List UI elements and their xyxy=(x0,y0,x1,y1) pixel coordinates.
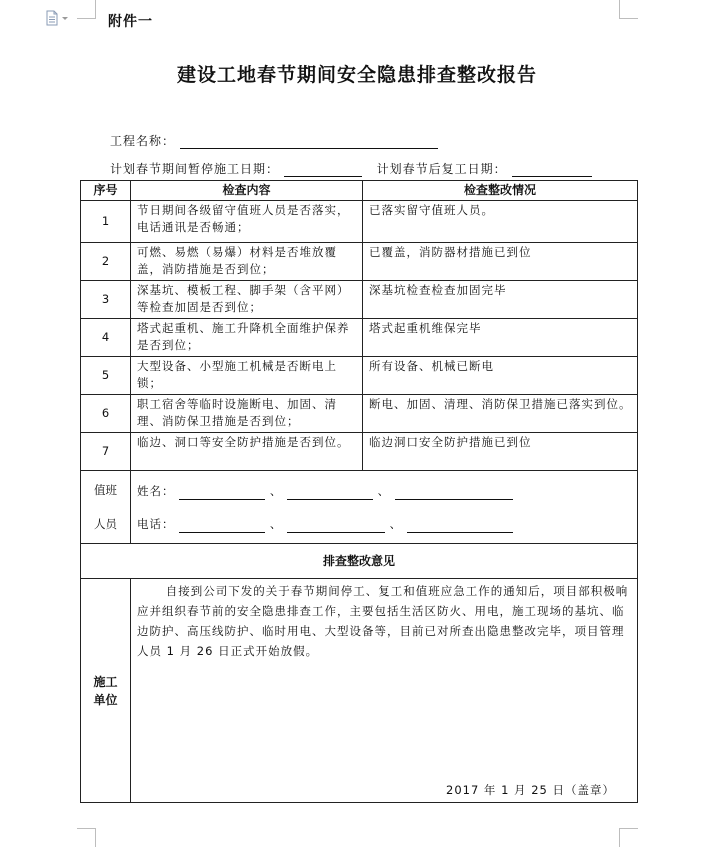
unit-label-line2: 单位 xyxy=(93,692,118,707)
duty-name-field-3[interactable] xyxy=(395,487,513,500)
header-content: 检查内容 xyxy=(131,181,363,201)
row-content: 深基坑、模板工程、脚手架（含平网）等检查加固是否到位； xyxy=(131,281,363,319)
chevron-down-icon xyxy=(62,17,68,20)
stop-date-label: 计划春节期间暂停施工日期： xyxy=(110,162,280,176)
row-number: 2 xyxy=(81,243,131,281)
duty-phone-field-3[interactable] xyxy=(407,520,513,533)
report-title: 建设工地春节期间安全隐患排查整改报告 xyxy=(176,64,537,86)
duty-separator: 、 xyxy=(377,484,391,498)
duty-name-field-1[interactable] xyxy=(179,487,265,500)
row-number: 6 xyxy=(81,395,131,433)
row-status: 所有设备、机械已断电 xyxy=(363,357,638,395)
table-row xyxy=(81,395,638,433)
table-row xyxy=(81,319,638,357)
row-number: 1 xyxy=(81,201,131,243)
opinion-cell xyxy=(131,579,638,803)
row-status: 塔式起重机维保完毕 xyxy=(363,319,638,357)
table-row xyxy=(81,243,638,281)
row-number: 5 xyxy=(81,357,131,395)
inspection-table xyxy=(80,180,638,803)
row-content: 职工宿舍等临时设施断电、加固、清理、消防保卫措施是否到位； xyxy=(131,395,363,433)
row-content: 节日期间各级留守值班人员是否落实，电话通讯是否畅通； xyxy=(131,201,363,243)
row-number: 4 xyxy=(81,319,131,357)
page-corner-bottom-left xyxy=(77,828,96,847)
opinion-header: 排查整改意见 xyxy=(81,544,638,579)
duty-label-line1: 值班 xyxy=(94,483,117,497)
project-name-field[interactable] xyxy=(180,136,438,149)
row-status: 深基坑检查检查加固完毕 xyxy=(363,281,638,319)
header-no: 序号 xyxy=(81,181,131,201)
resume-date-label: 计划春节后复工日期： xyxy=(376,162,507,176)
duty-separator: 、 xyxy=(269,484,283,498)
attachment-label: 附件一 xyxy=(108,14,153,30)
duty-label xyxy=(81,471,131,544)
row-content: 塔式起重机、施工升降机全面维护保养是否到位； xyxy=(131,319,363,357)
dates-row xyxy=(110,160,592,177)
duty-fields xyxy=(131,471,638,544)
unit-label-line1: 施工 xyxy=(93,674,118,689)
table-row xyxy=(81,201,638,243)
signature-date: 2017 年 1 月 25 日（盖章） xyxy=(446,783,615,797)
opinion-header-row xyxy=(81,544,638,579)
duty-separator: 、 xyxy=(389,517,403,531)
row-content: 大型设备、小型施工机械是否断电上锁； xyxy=(131,357,363,395)
opinion-row xyxy=(81,579,638,803)
table-header-row xyxy=(81,181,638,201)
row-status: 断电、加固、清理、消防保卫措施已落实到位。 xyxy=(363,395,638,433)
row-number: 3 xyxy=(81,281,131,319)
stop-date-field[interactable] xyxy=(284,164,362,177)
row-status: 已落实留守值班人员。 xyxy=(363,201,638,243)
table-row xyxy=(81,433,638,471)
page-corner-top-left xyxy=(77,0,96,19)
document-icon[interactable] xyxy=(45,10,71,26)
row-number: 7 xyxy=(81,433,131,471)
project-name-row xyxy=(110,132,438,149)
duty-phone-field-2[interactable] xyxy=(287,520,385,533)
duty-name-field-2[interactable] xyxy=(287,487,373,500)
page-corner-bottom-right xyxy=(619,828,638,847)
header-status: 检查整改情况 xyxy=(363,181,638,201)
duty-separator: 、 xyxy=(269,517,283,531)
duty-phone-field-1[interactable] xyxy=(179,520,265,533)
unit-label xyxy=(81,579,131,803)
table-row xyxy=(81,357,638,395)
row-status: 临边洞口安全防护措施已到位 xyxy=(363,433,638,471)
row-content: 临边、洞口等安全防护措施是否到位。 xyxy=(131,433,363,471)
duty-phone-label: 电话： xyxy=(137,517,175,531)
opinion-text: 自接到公司下发的关于春节期间停工、复工和值班应急工作的通知后，项目部积极响应并组织春节前的安全隐患排查工作，主要包括生活区防火、用电，施工现场的基坑、临边防护、高压线防护、临时用电、大型设备等，目前已对所查出隐患整改完毕，项目管理人员 1 月 26 日正式开始放假。 xyxy=(137,584,629,658)
duty-name-label: 姓名： xyxy=(137,484,175,498)
resume-date-field[interactable] xyxy=(512,164,592,177)
duty-row xyxy=(81,471,638,544)
page-corner-top-right xyxy=(619,0,638,19)
table-row xyxy=(81,281,638,319)
duty-label-line2: 人员 xyxy=(94,517,117,531)
row-status: 已覆盖，消防器材措施已到位 xyxy=(363,243,638,281)
project-name-label: 工程名称： xyxy=(110,134,176,148)
row-content: 可燃、易燃（易爆）材料是否堆放覆盖，消防措施是否到位； xyxy=(131,243,363,281)
